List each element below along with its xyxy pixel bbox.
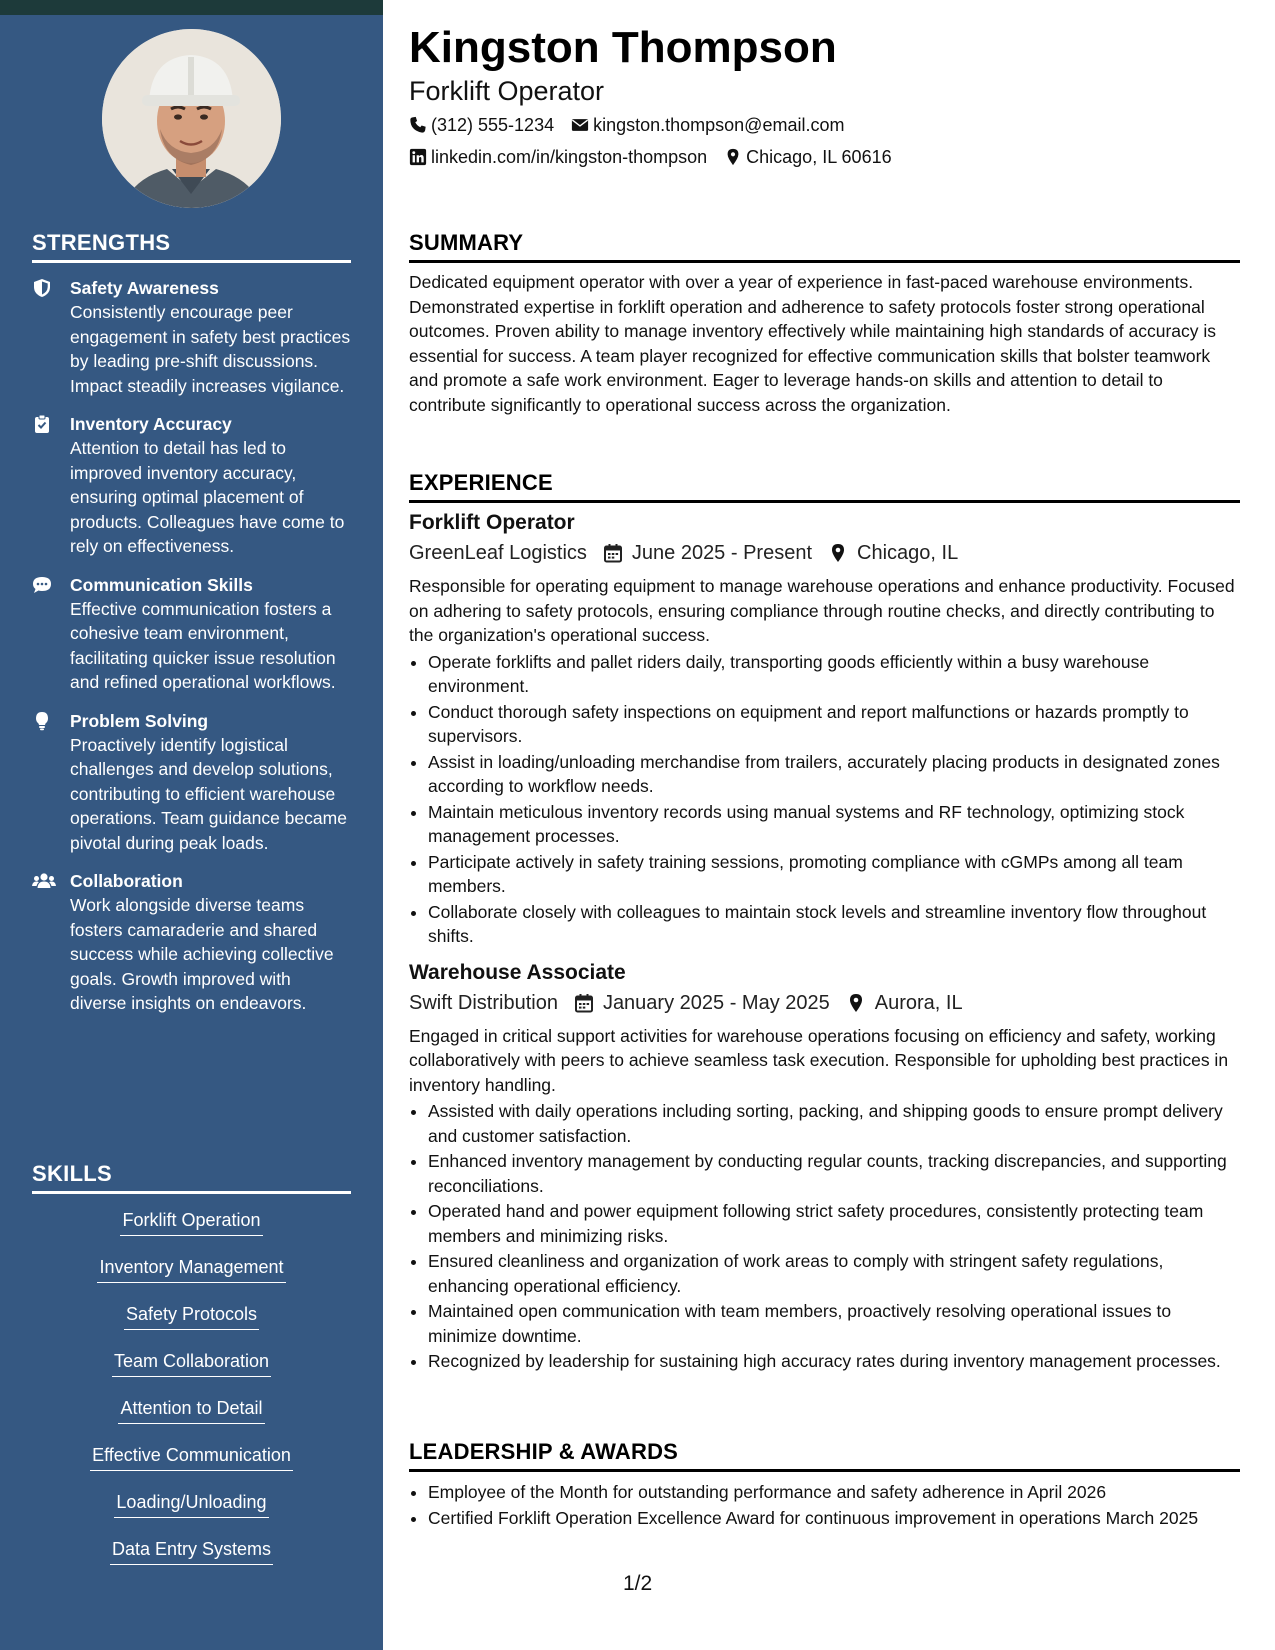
calendar-icon: [574, 993, 594, 1013]
skill-item: Loading/Unloading: [114, 1490, 268, 1518]
bullet-item: • Recognized by leadership for sustaining high accuracy rates during inventory management processes.: [428, 1349, 1240, 1374]
strength-item: [32, 869, 351, 1016]
skill-item: Attention to Detail: [118, 1396, 264, 1424]
users-icon: [32, 869, 70, 1016]
email-contact: [571, 113, 844, 137]
job-dates-text: January 2025 - May 2025: [602, 991, 830, 1014]
shield-icon: [32, 276, 70, 398]
strength-item: [32, 412, 351, 559]
bullet-item: • Conduct thorough safety inspections on equipment and report malfunctions or hazards promptly to supervisors.: [428, 700, 1240, 749]
strength-item: [32, 276, 351, 398]
bullet-item: • Maintain meticulous inventory records using manual systems and RF technology, optimizing stock management processes.: [428, 800, 1240, 849]
summary-section: [409, 230, 1240, 417]
phone-contact: [409, 113, 554, 137]
skill-item: Effective Communication: [90, 1443, 293, 1471]
job-location: [828, 539, 958, 567]
skill-item: Inventory Management: [97, 1255, 285, 1283]
skill-item: Data Entry Systems: [110, 1537, 273, 1565]
phone-text: (312) 555-1234: [431, 115, 555, 135]
skill-item: Forklift Operation: [120, 1208, 262, 1236]
skills-section: [32, 1161, 351, 1584]
awards-section: [409, 1439, 1240, 1531]
email-text: kingston.thompson@email.com: [593, 115, 845, 135]
experience-section: [409, 470, 1240, 1375]
chat-bubble-icon: [32, 573, 70, 695]
skill-item: Safety Protocols: [124, 1302, 259, 1330]
job-bullets: [409, 650, 1240, 949]
strength-description: Work alongside diverse teams fosters camaraderie and shared success while achieving collective goals. Growth improved with diverse insights on endeavors.: [70, 895, 334, 1013]
bullet-item: • Operate forklifts and pallet riders daily, transporting goods efficiently within a busy warehouse environment.: [428, 650, 1240, 699]
bullet-item: • Participate actively in safety training sessions, promoting compliance with cGMPs among all team members.: [428, 850, 1240, 899]
bullet-item: • Enhanced inventory management by conducting regular counts, tracking discrepancies, and supporting reconciliations.: [428, 1149, 1240, 1198]
map-pin-icon: [828, 543, 848, 563]
lightbulb-icon: [32, 709, 70, 856]
skill-item: Team Collaboration: [112, 1349, 271, 1377]
strength-title: Inventory Accuracy: [70, 414, 232, 434]
map-pin-icon: [846, 993, 866, 1013]
linkedin-icon: [409, 148, 427, 166]
job-description: Engaged in critical support activities for warehouse operations focusing on efficiency and safety, working collaboratively with peers to achieve seamless task execution. Responsible for upholding best practices in inventory handling.: [409, 1025, 1229, 1095]
candidate-title: Forklift Operator: [409, 76, 605, 106]
bullet-item: • Maintained open communication with team members, proactively resolving operational issues to minimize downtime.: [428, 1299, 1240, 1348]
company-name: Swift Distribution: [409, 991, 558, 1014]
strengths-heading: STRENGTHS: [32, 230, 351, 263]
map-pin-icon: [724, 148, 742, 166]
job-dates: [603, 539, 812, 567]
linkedin-contact: [409, 145, 707, 169]
job-location-text: Aurora, IL: [874, 991, 963, 1014]
strength-title: Safety Awareness: [70, 278, 219, 298]
company-name: GreenLeaf Logistics: [409, 542, 587, 564]
job-dates-text: June 2025 - Present: [631, 542, 813, 564]
sidebar: [0, 0, 383, 1650]
summary-heading: SUMMARY: [409, 230, 1240, 263]
awards-list: [409, 1480, 1240, 1530]
strength-description: Effective communication fosters a cohesive team environment, facilitating quicker issue resolution and refined operational workflows.: [70, 598, 336, 692]
contact-row-2: [409, 145, 909, 169]
summary-text: Dedicated equipment operator with over a year of experience in fast-paced warehouse environments. Demonstrated expertise in forklift operation and adherence to safety protocols foster strong operational outcomes. Proven ability to manage inventory effectively while maintaining high standards of accuracy is essential for success. A team player recognized for effective communication skills that bolster teamwork and promote a safe work environment. Eager to leverage hands-on skills and attention to detail to contribute significantly to operational success across the organization.: [409, 272, 1217, 415]
job-title: Forklift Operator: [409, 511, 575, 534]
job-dates: [574, 989, 830, 1017]
contact-row: [409, 113, 861, 137]
bullet-item: • Operated hand and power equipment following strict safety procedures, consistently protecting team members and minimizing risks.: [428, 1199, 1240, 1248]
job-location: [846, 989, 963, 1017]
job-meta: [409, 989, 1240, 1017]
phone-icon: [409, 116, 427, 134]
experience-heading: EXPERIENCE: [409, 470, 1240, 503]
job-meta: [409, 539, 1240, 567]
bullet-item: • Assisted with daily operations including sorting, packing, and shipping goods to ensure prompt delivery and customer satisfaction.: [428, 1099, 1240, 1148]
clipboard-check-icon: [32, 412, 70, 559]
candidate-name: Kingston Thompson: [409, 23, 837, 72]
strength-item: [32, 709, 351, 856]
strength-description: Attention to detail has led to improved inventory accuracy, ensuring optimal placement of products. Colleagues have come to rely on effectiveness.: [70, 438, 345, 556]
strength-item: [32, 573, 351, 695]
strengths-section: [32, 230, 351, 1016]
sidebar-top-bar: [0, 0, 383, 15]
bullet-item: • Assist in loading/unloading merchandise from trailers, accurately placing products in designated zones according to workflow needs.: [428, 750, 1240, 799]
location-text: Chicago, IL 60616: [746, 147, 892, 167]
page-number: 1/2: [623, 1572, 653, 1595]
bullet-item: • Collaborate closely with colleagues to maintain stock levels and streamline inventory flow throughout shifts.: [428, 900, 1240, 949]
strength-title: Communication Skills: [70, 574, 253, 595]
strength-description: Consistently encourage peer engagement in safety best practices by leading pre-shift discussions. Impact steadily increases vigilance.: [70, 302, 351, 396]
envelope-icon: [571, 116, 589, 134]
strength-description: Proactively identify logistical challenges and develop solutions, contributing to efficient warehouse operations. Team guidance became pivotal during peak loads.: [70, 734, 347, 853]
location-contact: [724, 145, 891, 169]
job-entry: [409, 959, 1240, 1374]
strength-title: Problem Solving: [70, 710, 209, 731]
calendar-icon: [603, 543, 623, 563]
bullet-item: • Ensured cleanliness and organization of work areas to comply with stringent safety regulations, enhancing operational efficiency.: [428, 1249, 1240, 1298]
job-description: Responsible for operating equipment to manage warehouse operations and enhance productivity. Focused on adhering to safety protocols, ensuring compliance through routine checks, and directly contributing to the organization's operational success.: [409, 576, 1235, 645]
award-item: • Employee of the Month for outstanding performance and safety adherence in April 2026: [428, 1480, 1240, 1505]
avatar: [102, 29, 281, 208]
awards-heading: LEADERSHIP & AWARDS: [409, 1439, 1240, 1472]
skills-list: [32, 1208, 351, 1584]
job-bullets: [409, 1099, 1240, 1374]
award-item: • Certified Forklift Operation Excellence Award for continuous improvement in operations March 2025: [428, 1506, 1240, 1531]
linkedin-text: linkedin.com/in/kingston-thompson: [431, 147, 708, 167]
job-title: Warehouse Associate: [409, 960, 626, 984]
strength-title: Collaboration: [70, 871, 183, 891]
job-location-text: Chicago, IL: [857, 542, 959, 564]
job-entry: [409, 509, 1240, 949]
skills-heading: SKILLS: [32, 1161, 351, 1194]
